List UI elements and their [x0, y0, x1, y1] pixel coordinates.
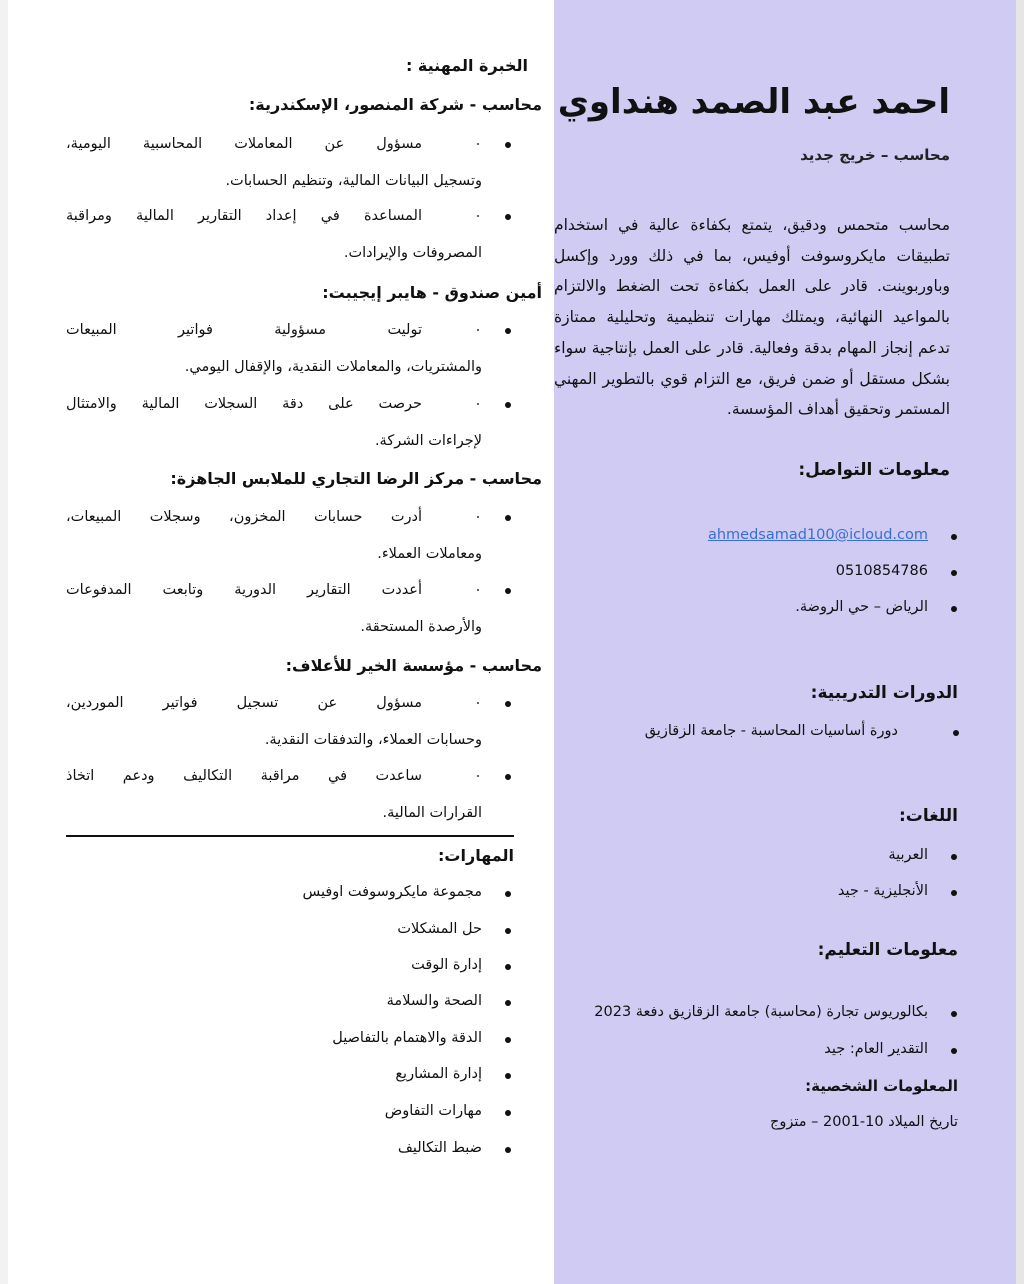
- job-title-2: أمين صندوق - هايبر إيجيبت:: [322, 283, 542, 302]
- experience-heading: الخبرة المهنية :: [405, 56, 528, 75]
- full-name: احمد عبد الصمد هنداوي: [557, 82, 950, 122]
- bullet: [505, 588, 511, 594]
- courses-heading: الدورات التدريبية:: [810, 683, 958, 703]
- job-title-3: محاسب - مركز الرضا التجاري للملابس الجاهزة:: [170, 469, 542, 488]
- job-2-bullet-2: حرصت على دقة السجلات المالية والامتثال لإجراءات الشركة.: [66, 396, 482, 449]
- job-4-bullet-2: ساعدت في مراقبة التكاليف ودعم اتخاذ القرارات المالية.: [66, 768, 482, 821]
- language-item: الأنجليزية - جيد: [837, 883, 928, 899]
- profile-summary: محاسب متحمس ودقيق، يتمتع بكفاءة عالية في استخدام تطبيقات مايكروسوفت أوفيس، بما في ذلك وورد وإكسل وباوربوينت. قادر على العمل بكفاءة تحت الضغط والالتزام بالمواعيد النهائية، ويمتلك مهارات تنظيمية وتحليلية ممتازة تدعم إنجاز المهام بدقة وفعالية. قادر على العمل بإنتاجية سواء بشكل مستقل أو ضمن فريق، مع التزام قوي بالتطوير المهني المستمر وتحقيق أهداف المؤسسة.: [554, 216, 950, 419]
- bullet: [951, 1048, 957, 1054]
- education-heading: معلومات التعليم:: [817, 940, 958, 960]
- bullet: [505, 1037, 511, 1043]
- bullet: [505, 1073, 511, 1079]
- bullet: [505, 515, 511, 521]
- language-item: العربية: [888, 847, 928, 863]
- phone-number: 0510854786: [835, 563, 928, 579]
- skill-item: إدارة الوقت: [411, 957, 482, 973]
- bullet: [951, 570, 957, 576]
- email-link[interactable]: ahmedsamad100@icloud.com: [707, 527, 928, 543]
- education-item: بكالوريوس تجارة (محاسبة) جامعة الزقازيق دفعة 2023: [594, 1004, 928, 1020]
- job-title-4: محاسب - مؤسسة الخير للأعلاف:: [285, 656, 542, 675]
- bullet: [505, 214, 511, 220]
- skill-item: الدقة والاهتمام بالتفاصيل: [332, 1030, 482, 1046]
- address: الرياض – حي الروضة.: [795, 599, 928, 615]
- bullet: [951, 854, 957, 860]
- bullet: [505, 1110, 511, 1116]
- bullet: [505, 1000, 511, 1006]
- course-item: دورة أساسيات المحاسبة - جامعة الزقازيق: [644, 723, 898, 739]
- job-3-bullet-2: أعددت التقارير الدورية وتابعت المدفوعات والأرصدة المستحقة.: [66, 582, 482, 635]
- page-edge: [1016, 0, 1024, 1284]
- bullet: [505, 774, 511, 780]
- bullet: [505, 402, 511, 408]
- bullet: [505, 928, 511, 934]
- skill-item: حل المشكلات: [397, 921, 482, 937]
- skill-item: ضبط التكاليف: [397, 1140, 482, 1156]
- bullet: [505, 1147, 511, 1153]
- bullet: [951, 1011, 957, 1017]
- bullet: [505, 701, 511, 707]
- personal-info: تاريخ الميلاد 10-2001 – متزوج: [770, 1114, 958, 1130]
- education-item: التقدير العام: جيد: [824, 1041, 928, 1057]
- bullet: [953, 730, 959, 736]
- contact-heading: معلومات التواصل:: [798, 460, 950, 480]
- bullet: [505, 891, 511, 897]
- personal-heading: المعلومات الشخصية:: [805, 1077, 958, 1095]
- bullet: [505, 142, 511, 148]
- section-divider: [66, 835, 514, 837]
- job-1-bullet-1: مسؤول عن المعاملات المحاسبية اليومية، وتسجيل البيانات المالية، وتنظيم الحسابات.: [66, 136, 482, 189]
- bullet: [951, 534, 957, 540]
- skill-item: مهارات التفاوض: [384, 1103, 482, 1119]
- skill-item: مجموعة مايكروسوفت اوفيس: [302, 884, 482, 900]
- job-2-bullet-1: توليت مسؤولية فواتير المبيعات والمشتريات، والمعاملات النقدية، والإقفال اليومي.: [66, 322, 482, 375]
- bullet: [505, 964, 511, 970]
- job-4-bullet-1: مسؤول عن تسجيل فواتير الموردين، وحسابات العملاء، والتدفقات النقدية.: [66, 695, 482, 748]
- bullet: [951, 606, 957, 612]
- skill-item: إدارة المشاريع: [395, 1066, 482, 1082]
- job-3-bullet-1: أدرت حسابات المخزون، وسجلات المبيعات، ومعاملات العملاء.: [66, 509, 482, 562]
- bullet: [505, 328, 511, 334]
- skill-item: الصحة والسلامة: [386, 993, 482, 1009]
- job-1-bullet-2: المساعدة في إعداد التقارير المالية ومراقبة المصروفات والإيرادات.: [66, 208, 482, 261]
- skills-heading: المهارات:: [438, 846, 514, 865]
- job-title-1: محاسب - شركة المنصور، الإسكندرية:: [248, 95, 542, 114]
- job-title: محاسب – خريج جديد: [800, 146, 950, 164]
- resume-page: [8, 0, 1016, 1284]
- bullet: [951, 890, 957, 896]
- languages-heading: اللغات:: [898, 806, 958, 826]
